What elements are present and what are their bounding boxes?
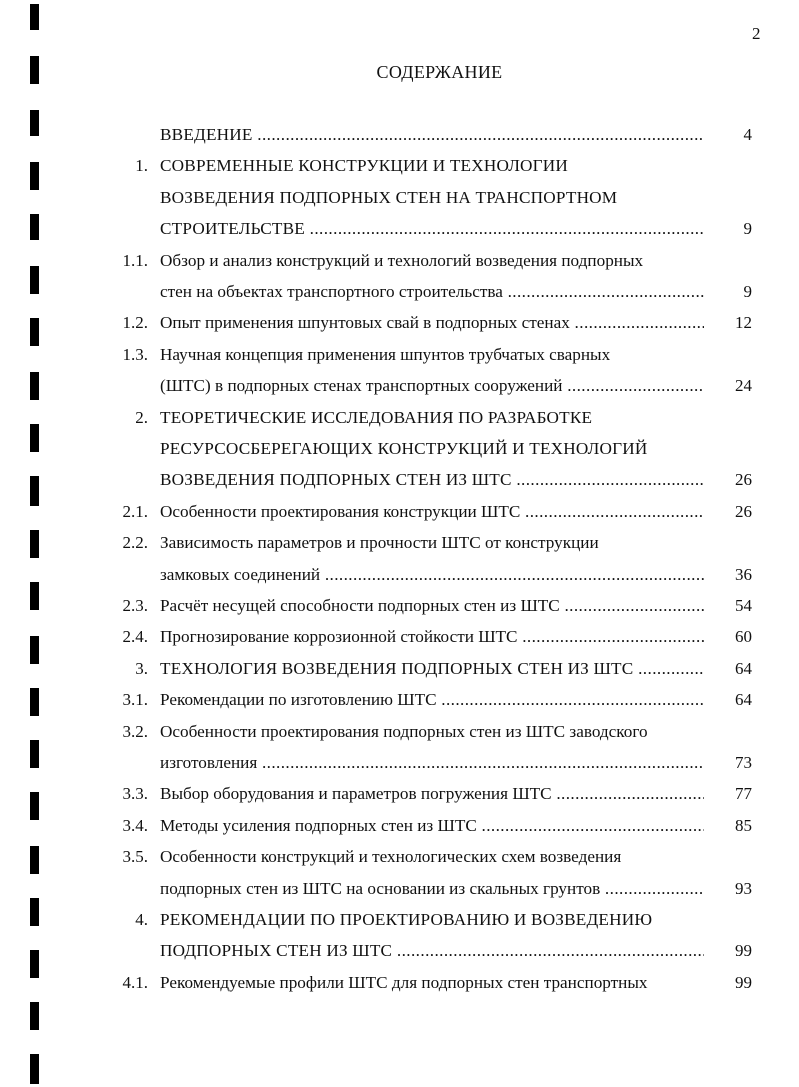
toc-entry-text: Зависимость параметров и прочности ШТС от конструкции	[160, 533, 599, 553]
toc-entry-text: Особенности проектирования подпорных стен из ШТС заводского	[160, 721, 648, 741]
toc-entry-number: 1.3.	[122, 344, 148, 364]
toc-entry-page: 4	[743, 125, 752, 144]
toc-entry-text: РЕКОМЕНДАЦИИ ПО ПРОЕКТИРОВАНИЮ И ВОЗВЕДЕНИЮ	[160, 910, 653, 929]
toc-entry-text: СОВРЕМЕННЫЕ КОНСТРУКЦИИ И ТЕХНОЛОГИИ	[160, 156, 569, 176]
page-title: СОДЕРЖАНИЕ	[376, 62, 503, 82]
toc-entry-text: ВОЗВЕДЕНИЯ ПОДПОРНЫХ СТЕН НА ТРАНСПОРТНОМ	[160, 187, 618, 207]
toc-entry-page: 60	[735, 627, 752, 647]
toc-entry-number: 3.5.	[122, 847, 148, 867]
toc-entry-text: СТРОИТЕЛЬСТВЕ .....	[160, 214, 704, 244]
toc-entry-page: 9	[743, 219, 752, 239]
toc-entry-text: Опыт применения шпунтовых свай в подпорных стенах .....	[160, 308, 704, 338]
toc-entry-number: 3.2.	[122, 721, 148, 741]
toc-entry-text: изготовления .....	[160, 748, 704, 778]
toc-entry-text: Выбор оборудования и параметров погружения ШТС .....	[160, 779, 704, 809]
toc-entry-text: Особенности конструкций и технологических схем возведения	[160, 847, 622, 867]
toc-entry-number: 3.4.	[122, 815, 148, 835]
toc-entry-page: 26	[735, 501, 752, 521]
toc-entry-number: 3.3.	[122, 784, 148, 804]
toc-entry-page: 64	[735, 690, 752, 710]
toc-entry-number: 3.1.	[122, 690, 148, 710]
toc-entry-text: Обзор и анализ конструкций и технологий возведения подпорных	[160, 250, 644, 270]
toc-entry-page: 24	[735, 376, 752, 396]
toc-entry-page: 36	[735, 564, 752, 584]
toc-entry-number: 2.	[135, 407, 148, 427]
toc-entry-text: ТЕОРЕТИЧЕСКИЕ ИССЛЕДОВАНИЯ ПО РАЗРАБОТКЕ	[160, 407, 593, 427]
toc-entry-page: 26	[735, 470, 752, 490]
toc-entry-number: 2.1.	[122, 501, 148, 521]
toc-entry-number: 1.1.	[122, 250, 148, 270]
toc-entry-text: подпорных стен из ШТС на основании из скальных грунтов .....	[160, 874, 704, 904]
toc-entry-text: Рекомендации по изготовлению ШТС .....	[160, 685, 704, 715]
toc-entry-number: 3.	[135, 658, 148, 678]
toc-entry-page: 64	[735, 658, 752, 678]
toc-entry-number: 2.4.	[122, 627, 148, 647]
toc-entry-text: ПОДПОРНЫХ СТЕН ИЗ ШТС .....	[160, 936, 704, 966]
toc-entry-page: 93	[735, 878, 752, 898]
toc-entry-number: 1.2.	[122, 313, 148, 333]
toc-entry-text: Методы усиления подпорных стен из ШТС .....	[160, 811, 704, 841]
toc-entry-text: Особенности проектирования конструкции ШТС .....	[160, 497, 704, 527]
toc-entry-text: Расчёт несущей способности подпорных стен из ШТС .....	[160, 591, 704, 621]
toc-entry-page: 77	[735, 784, 752, 804]
toc-entry-number: 1.	[135, 156, 148, 176]
toc-entry-text: замковых соединений .....	[160, 560, 704, 590]
toc-entry-page: 99	[735, 972, 752, 992]
toc-entry-text: стен на объектах транспортного строительства .....	[160, 277, 704, 307]
toc-entry-page: 73	[735, 753, 752, 772]
toc-entry-text: ВВЕДЕНИЕ .....	[160, 120, 704, 150]
toc-entry-text: (ШТС) в подпорных стенах транспортных сооружений .....	[160, 371, 704, 401]
toc-entry-number: 4.1.	[122, 972, 148, 992]
toc-entry-page: 12	[735, 313, 752, 333]
toc-entry-page: 9	[743, 282, 752, 301]
toc-entry-text: Научная концепция применения шпунтов трубчатых сварных	[160, 344, 611, 364]
toc-entry-text: Прогнозирование коррозионной стойкости ШТС .....	[160, 622, 704, 652]
toc-entry-page: 85	[735, 815, 752, 835]
toc-entry-text: ТЕХНОЛОГИЯ ВОЗВЕДЕНИЯ ПОДПОРНЫХ СТЕН ИЗ ШТС .....	[160, 654, 704, 684]
toc-entry-number: 2.3.	[122, 596, 148, 615]
page-number: 2	[752, 24, 761, 43]
toc-entry-page: 54	[735, 596, 752, 615]
toc-entry-page: 99	[735, 941, 752, 961]
toc-entry-text: ВОЗВЕДЕНИЯ ПОДПОРНЫХ СТЕН ИЗ ШТС .....	[160, 465, 704, 495]
toc-entry-number: 2.2.	[122, 533, 148, 553]
toc-entry-text: РЕСУРСОСБЕРЕГАЮЩИХ КОНСТРУКЦИЙ И ТЕХНОЛОГИЙ	[160, 439, 648, 458]
toc-entry-text: Рекомендуемые профили ШТС для подпорных стен транспортных	[160, 972, 648, 992]
toc-entry-number: 4.	[135, 910, 148, 929]
